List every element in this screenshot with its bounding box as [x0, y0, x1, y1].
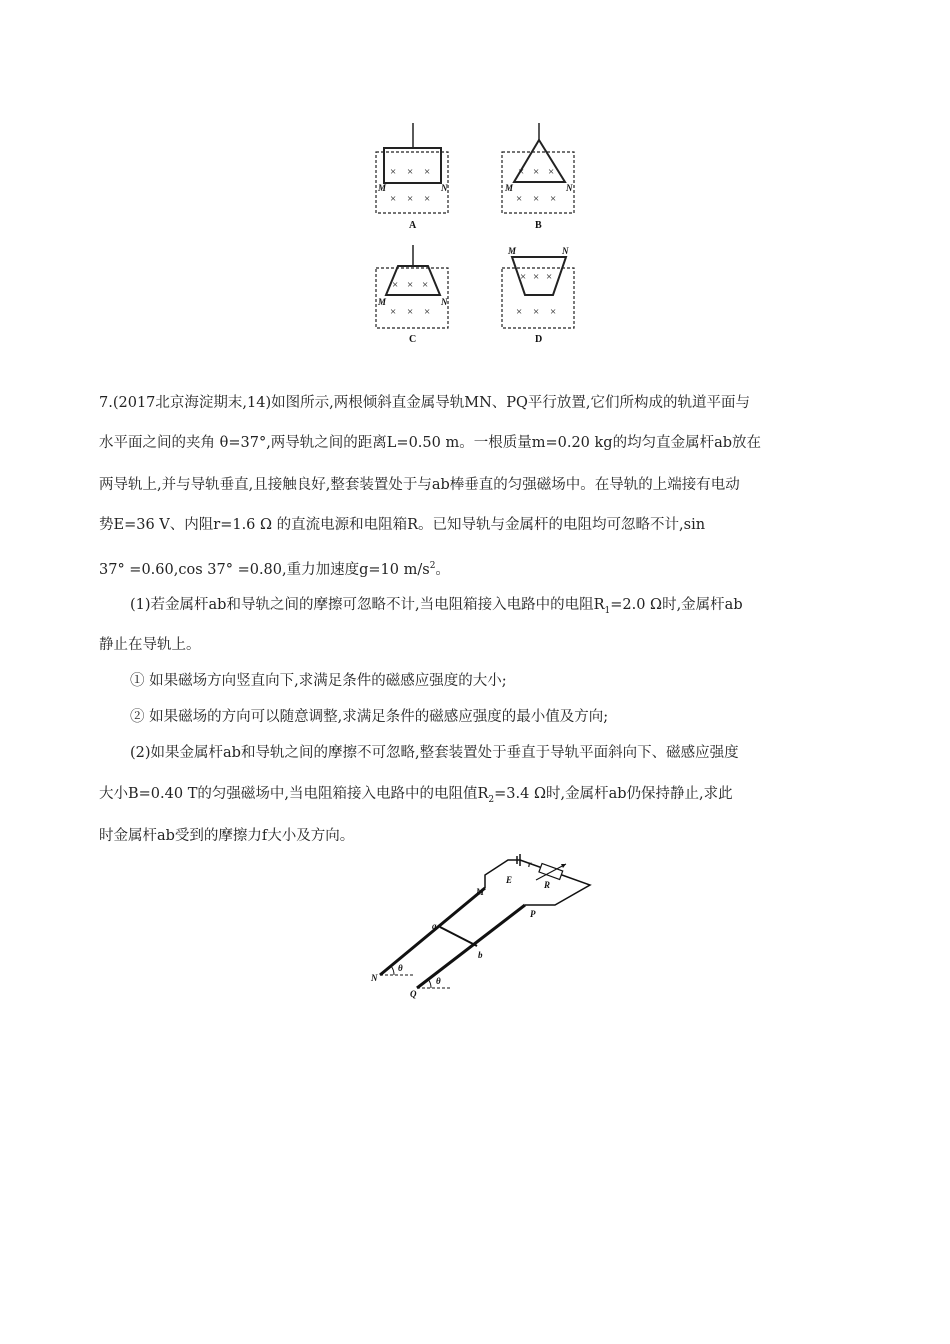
- point-n-label-c: N: [441, 297, 448, 307]
- label-e: E: [506, 875, 513, 885]
- part-2-line-2: [99, 784, 733, 810]
- point-n-label-d: N: [562, 246, 569, 256]
- option-d-diagram: [502, 246, 574, 345]
- svg-text:×: ×: [424, 193, 431, 205]
- svg-text:×: ×: [424, 166, 431, 178]
- option-c-diagram: [376, 245, 448, 345]
- svg-text:×: ×: [407, 166, 414, 178]
- part-2-subscript: 2: [488, 794, 495, 805]
- label-m: M: [476, 887, 485, 897]
- option-a-diagram: [376, 123, 448, 231]
- options-figure: [360, 115, 590, 350]
- line-5-superscript: 2: [429, 561, 436, 571]
- svg-text:×: ×: [407, 306, 414, 318]
- circuit-figure: [360, 850, 600, 1000]
- point-m-label-b: M: [505, 183, 514, 193]
- svg-text:×: ×: [424, 306, 431, 318]
- problem-line-2: 水平面之间的夹角 θ=37°,两导轨之间的距离L=0.50 m。一根质量m=0.20 kg的均匀直金属杆ab放在: [99, 435, 762, 451]
- label-p: P: [530, 909, 536, 919]
- svg-text:×: ×: [550, 306, 557, 318]
- point-n-label-a: N: [441, 183, 448, 193]
- svg-text:×: ×: [518, 166, 525, 178]
- svg-text:×: ×: [516, 193, 523, 205]
- option-c-label: C: [409, 334, 417, 345]
- label-r-small: r: [528, 859, 532, 869]
- svg-text:×: ×: [548, 166, 555, 178]
- label-theta-1: θ: [398, 963, 403, 973]
- question-2: ② 如果磁场的方向可以随意调整,求满足条件的磁感应强度的最小值及方向;: [130, 709, 609, 725]
- svg-text:×: ×: [533, 166, 540, 178]
- label-resistor: R: [544, 880, 551, 890]
- option-b-diagram: [502, 123, 574, 231]
- svg-text:×: ×: [422, 279, 429, 291]
- part-2-line-3: 时金属杆ab受到的摩擦力f大小及方向。: [99, 828, 355, 844]
- svg-text:×: ×: [390, 306, 397, 318]
- problem-line-5: [99, 556, 450, 580]
- svg-text:×: ×: [546, 271, 553, 283]
- label-n: N: [371, 973, 378, 983]
- option-a-label: A: [409, 220, 417, 231]
- label-b: b: [478, 950, 483, 960]
- label-a: a: [432, 921, 437, 931]
- problem-line-1: 7.(2017北京海淀期末,14)如图所示,两根倾斜直金属导轨MN、PQ平行放置,它们所构成的轨道平面与: [99, 395, 751, 411]
- part-1-text-end: =2.0 Ω时,金属杆ab: [610, 597, 743, 613]
- svg-text:×: ×: [390, 193, 397, 205]
- part-2-text: 大小B=0.40 T的匀强磁场中,当电阻箱接入电路中的电阻值R: [99, 786, 489, 802]
- label-theta-2: θ: [436, 976, 441, 986]
- svg-text:×: ×: [533, 193, 540, 205]
- line-5-end: 。: [435, 561, 450, 578]
- part-1-line-1: [130, 595, 743, 621]
- label-q: Q: [410, 989, 417, 999]
- svg-text:×: ×: [516, 306, 523, 318]
- part-2-line-1: (2)如果金属杆ab和导轨之间的摩擦不可忽略,整套装置处于垂直于导轨平面斜向下、磁感应强度: [130, 745, 739, 761]
- part-1-line-2: 静止在导轨上。: [99, 637, 201, 653]
- problem-line-3: 两导轨上,并与导轨垂直,且接触良好,整套装置处于与ab棒垂直的匀强磁场中。在导轨的上端接有电动: [99, 477, 740, 493]
- option-d-label: D: [535, 334, 543, 345]
- svg-text:×: ×: [407, 279, 414, 291]
- svg-text:×: ×: [550, 193, 557, 205]
- svg-text:×: ×: [407, 193, 414, 205]
- line-5-text: 37° =0.60,cos 37° =0.80,重力加速度g=10 m/s: [99, 561, 430, 578]
- part-2-text-end: =3.4 Ω时,金属杆ab仍保持静止,求此: [494, 786, 733, 802]
- svg-text:×: ×: [390, 166, 397, 178]
- point-m-label-c: M: [378, 297, 387, 307]
- svg-text:×: ×: [520, 271, 527, 283]
- option-b-label: B: [535, 220, 542, 231]
- svg-text:×: ×: [392, 279, 399, 291]
- svg-text:×: ×: [533, 306, 540, 318]
- svg-text:×: ×: [533, 271, 540, 283]
- part-1-text: (1)若金属杆ab和导轨之间的摩擦可忽略不计,当电阻箱接入电路中的电阻R: [130, 597, 605, 613]
- point-m-label-a: M: [378, 183, 387, 193]
- problem-line-4: 势E=36 V、内阻r=1.6 Ω 的直流电源和电阻箱R。已知导轨与金属杆的电阻均可忽略不计,sin: [99, 517, 706, 533]
- point-m-label-d: M: [508, 246, 517, 256]
- part-1-subscript: 1: [604, 605, 611, 616]
- question-1: ① 如果磁场方向竖直向下,求满足条件的磁感应强度的大小;: [130, 673, 507, 689]
- point-n-label-b: N: [566, 183, 573, 193]
